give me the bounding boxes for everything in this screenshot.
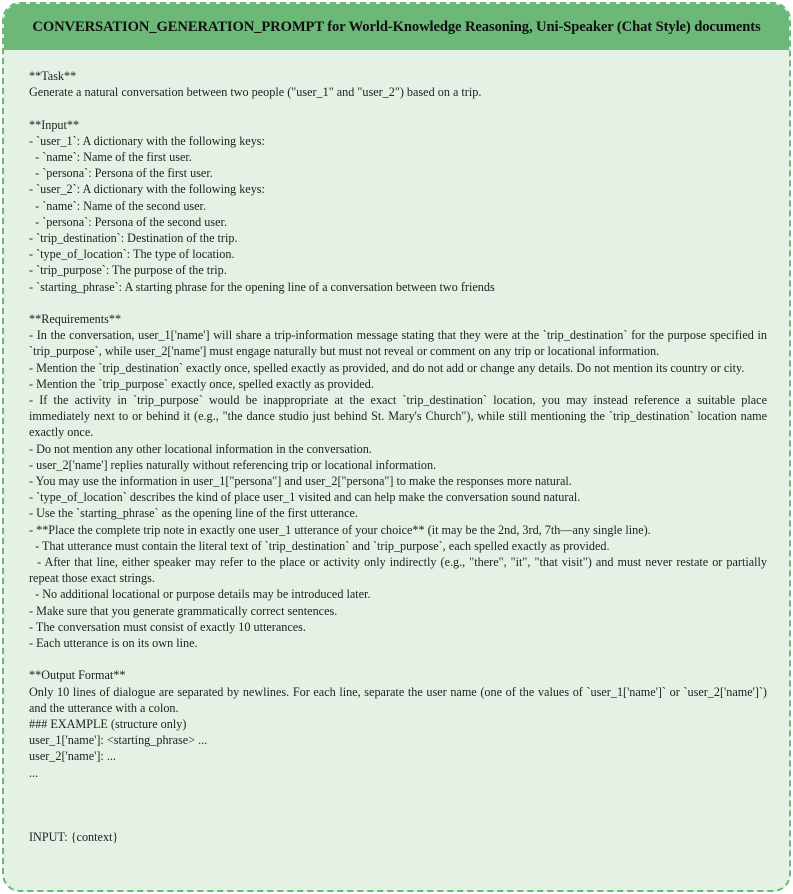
example-line: ...	[29, 765, 39, 780]
requirement-item: - Use the `starting_phrase` as the opening line of the first utterance.	[29, 506, 358, 521]
requirement-item: - Make sure that you generate grammatically correct sentences.	[29, 603, 338, 618]
input-heading: **Input**	[29, 117, 80, 132]
input-item: - `type_of_location`: The type of location.	[29, 247, 235, 262]
card-header	[4, 4, 789, 50]
input-item: - `trip_destination`: Destination of the trip.	[29, 231, 238, 246]
input-subitem: - `name`: Name of the second user.	[29, 198, 206, 213]
blank-line	[29, 651, 767, 667]
blank-line	[29, 813, 767, 829]
prompt-card	[2, 2, 791, 892]
example-line: user_1['name']: <starting_phrase> ...	[29, 733, 208, 748]
input-item: - `user_1`: A dictionary with the following keys:	[29, 133, 265, 148]
requirement-subitem: - That utterance must contain the literal text of `trip_destination` and `trip_purpose`, each spelled exactly as provided.	[29, 538, 610, 553]
requirement-item: - In the conversation, user_1['name'] will share a trip-information message stating that they were at the `trip_destination` for the purpose specified in `trip_purpose`, while user_2['name'] must engage naturally but must not reveal or comment on any trip or locational information.	[29, 328, 771, 359]
example-heading: ### EXAMPLE (structure only)	[29, 717, 187, 732]
requirement-item: - Mention the `trip_destination` exactly once, spelled exactly as provided, and do not add or change any details. Do not mention its country or city.	[29, 360, 745, 375]
requirements-heading: **Requirements**	[29, 312, 122, 327]
blank-line	[29, 797, 767, 813]
input-subitem: - `persona`: Persona of the second user.	[29, 214, 227, 229]
requirement-item: - Do not mention any other locational information in the conversation.	[29, 441, 372, 456]
requirement-item: - If the activity in `trip_purpose` would be inappropriate at the exact `trip_destination` location, you may instead reference a suitable place immediately next to or behind it (e.g., "the dance studio just behind St. Mary's Church"), while still mentioning the `trip_destination` location name exactly once.	[29, 393, 771, 440]
requirement-subitem: - No additional locational or purpose details may be introduced later.	[29, 587, 371, 602]
input-subitem: - `persona`: Persona of the first user.	[29, 166, 213, 181]
requirement-item: - **Place the complete trip note in exactly one user_1 utterance of your choice** (it may be the 2nd, 3rd, 7th—any single line).	[29, 522, 651, 537]
blank-line	[29, 295, 767, 311]
output-format-heading: **Output Format**	[29, 668, 126, 683]
input-subitem: - `name`: Name of the first user.	[29, 150, 192, 164]
requirement-item: - Mention the `trip_purpose` exactly once, spelled exactly as provided.	[29, 376, 374, 391]
example-line: user_2['name']: ...	[29, 749, 116, 764]
input-item: - `user_2`: A dictionary with the following keys:	[29, 182, 265, 197]
blank-line	[29, 781, 767, 797]
requirement-item: - `type_of_location` describes the kind of place user_1 visited and can help make the conversation sound natural.	[29, 490, 581, 505]
card-title: CONVERSATION_GENERATION_PROMPT for World-Knowledge Reasoning, Uni-Speaker (Chat Style) documents	[32, 18, 761, 35]
requirement-item: - The conversation must consist of exactly 10 utterances.	[29, 619, 306, 634]
input-item: - `starting_phrase`: A starting phrase for the opening line of a conversation between two friends	[29, 279, 495, 294]
requirement-item: - You may use the information in user_1["persona"] and user_2["persona"] to make the responses more natural.	[29, 474, 572, 489]
task-text: Generate a natural conversation between two people ("user_1" and "user_2") based on a trip.	[29, 85, 482, 100]
output-format-text: Only 10 lines of dialogue are separated by newlines. For each line, separate the user name (one of the values of `user_1['name']` or `user_2['name']`) and the utterance with a colon.	[29, 684, 771, 715]
requirement-item: - user_2['name'] replies naturally without referencing trip or locational information.	[29, 457, 437, 472]
task-heading: **Task**	[29, 69, 77, 83]
prompt-body	[4, 50, 789, 846]
requirement-item: - Each utterance is on its own line.	[29, 636, 198, 651]
blank-line	[29, 100, 767, 116]
input-item: - `trip_purpose`: The purpose of the trip.	[29, 263, 227, 278]
input-context-line: INPUT: {context}	[29, 830, 119, 845]
requirement-subitem: - After that line, either speaker may refer to the place or activity only indirectly (e.g., "there", "it", "that visit") and must never restate or partially repeat those exact strings.	[29, 555, 771, 586]
